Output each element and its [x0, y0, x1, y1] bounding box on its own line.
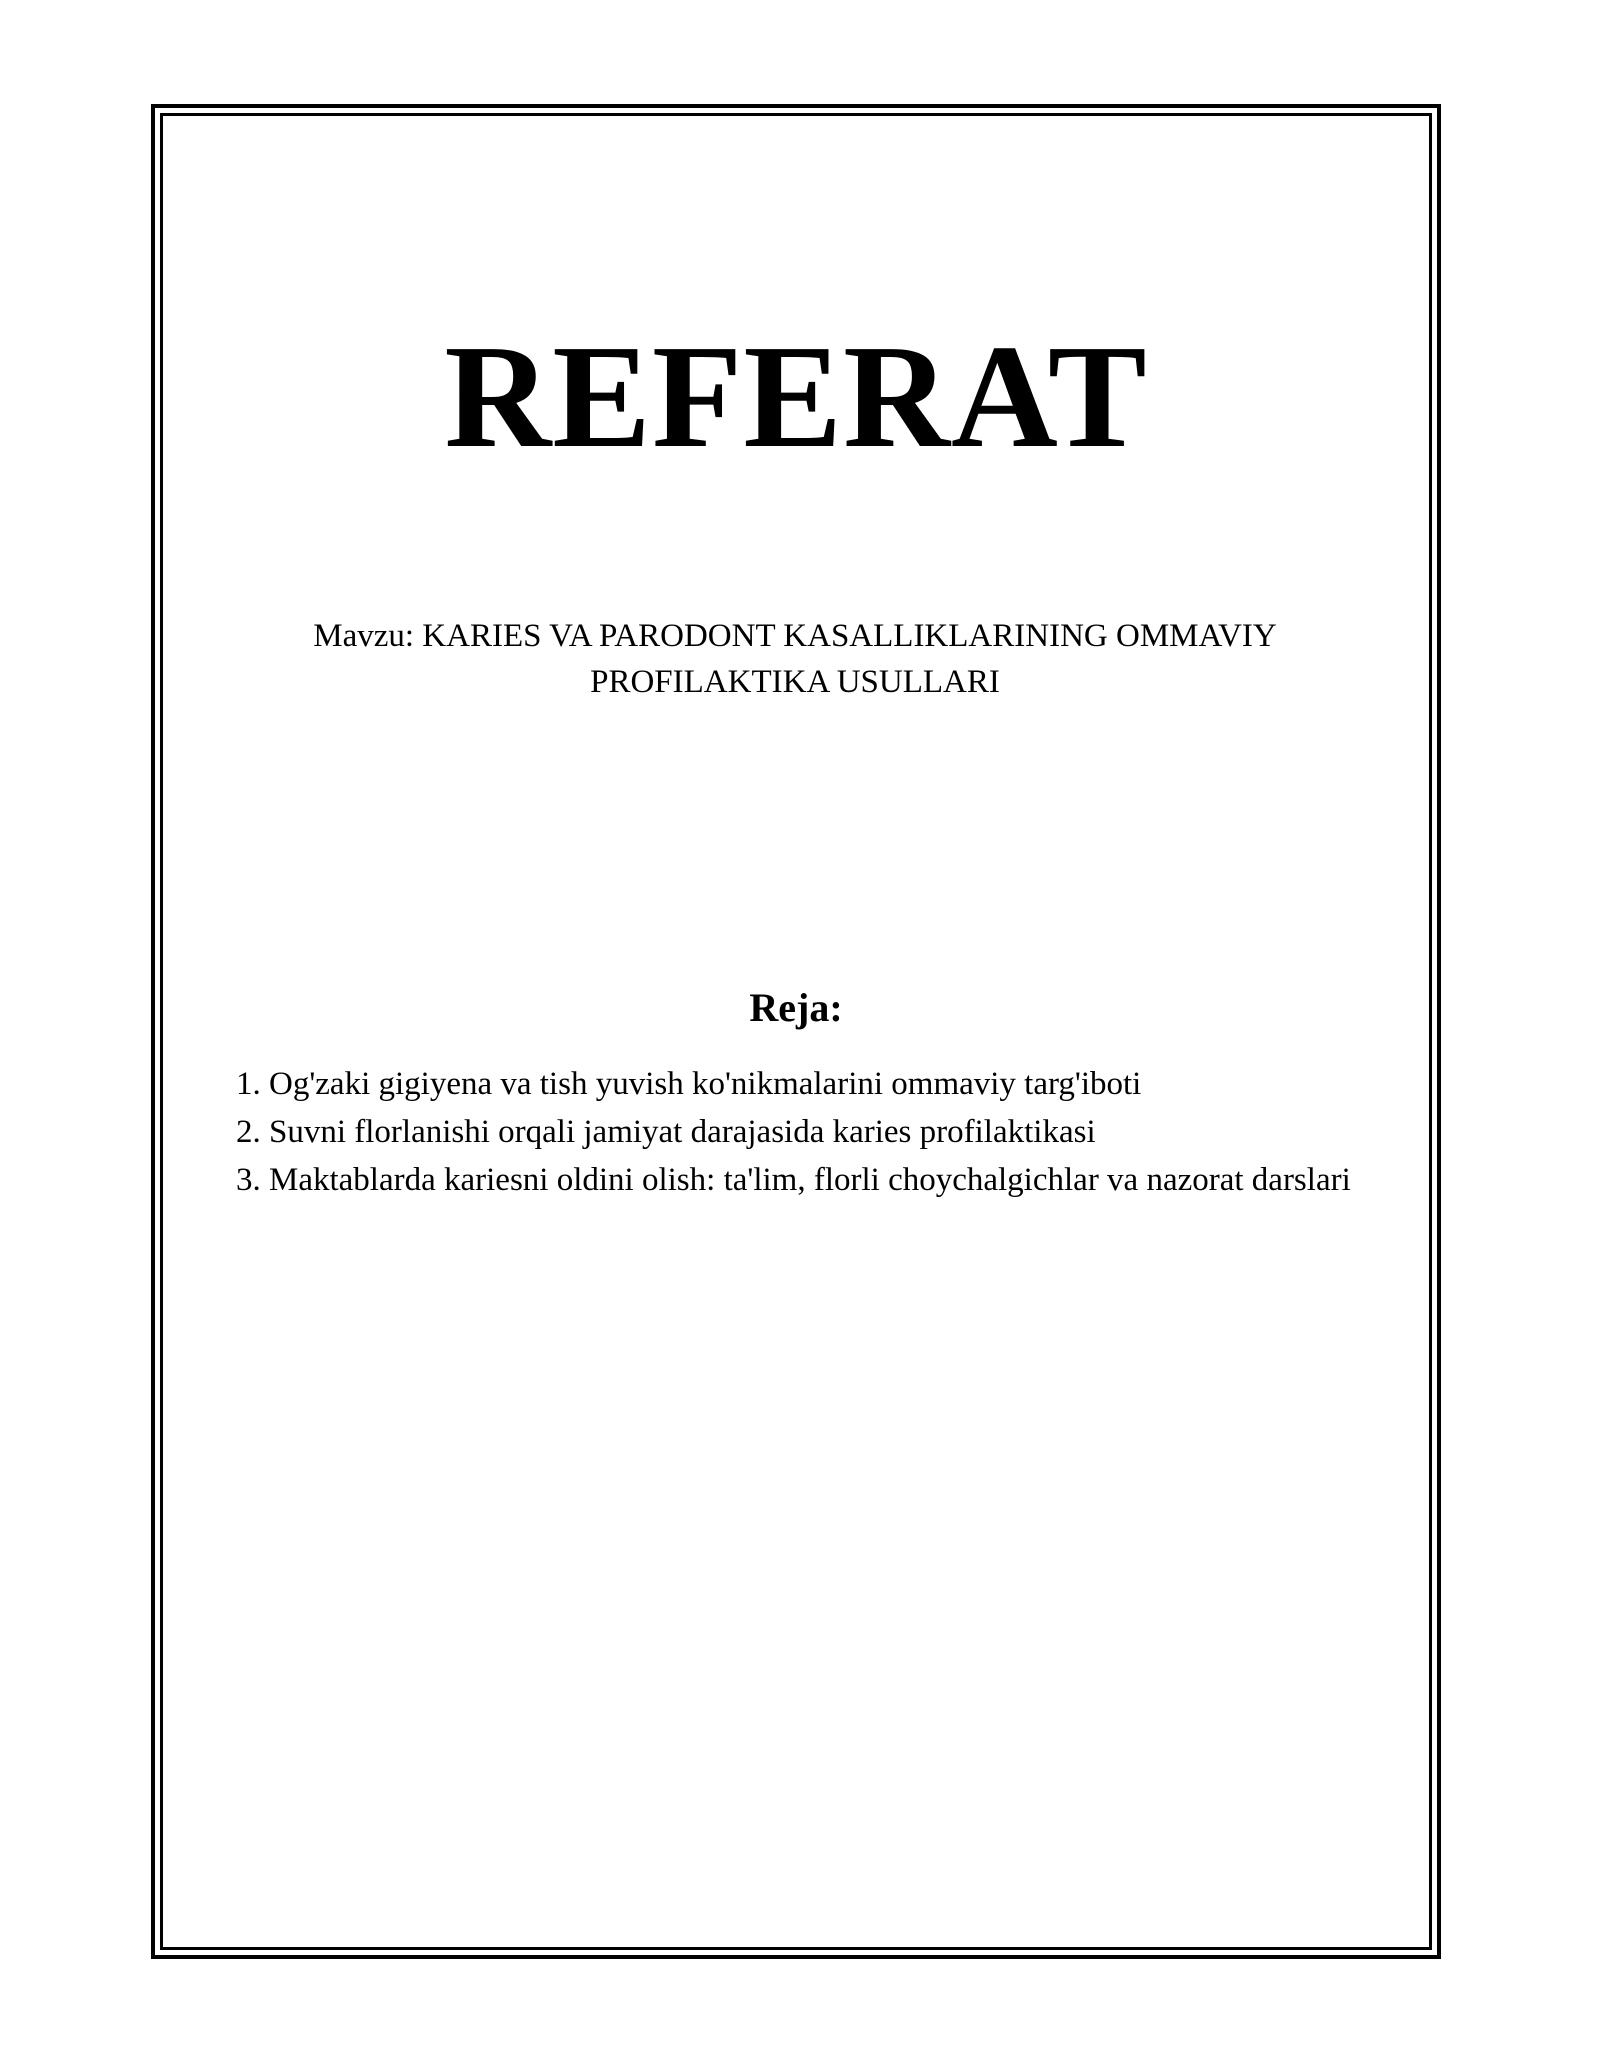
plan-item-3: 3. Maktablarda kariesni oldini olish: ta'lim, florli choychalgichlar va nazorat darslari [236, 1162, 1351, 1198]
plan-item-1: 1. Og'zaki gigiyena va tish yuvish ko'nikmalarini ommaviy targ'iboti [236, 1066, 1142, 1102]
plan-item-2: 2. Suvni florlanishi orqali jamiyat darajasida karies profilaktikasi [236, 1114, 1096, 1150]
document-topic: Mavzu: KARIES VA PARODONT KASALLIKLARINING OMMAVIY PROFILAKTIKA USULLARI [313, 618, 1277, 700]
document-title: REFERAT [444, 315, 1148, 479]
plan-list [236, 1060, 1366, 1204]
plan-heading: Reja: [749, 985, 843, 1030]
